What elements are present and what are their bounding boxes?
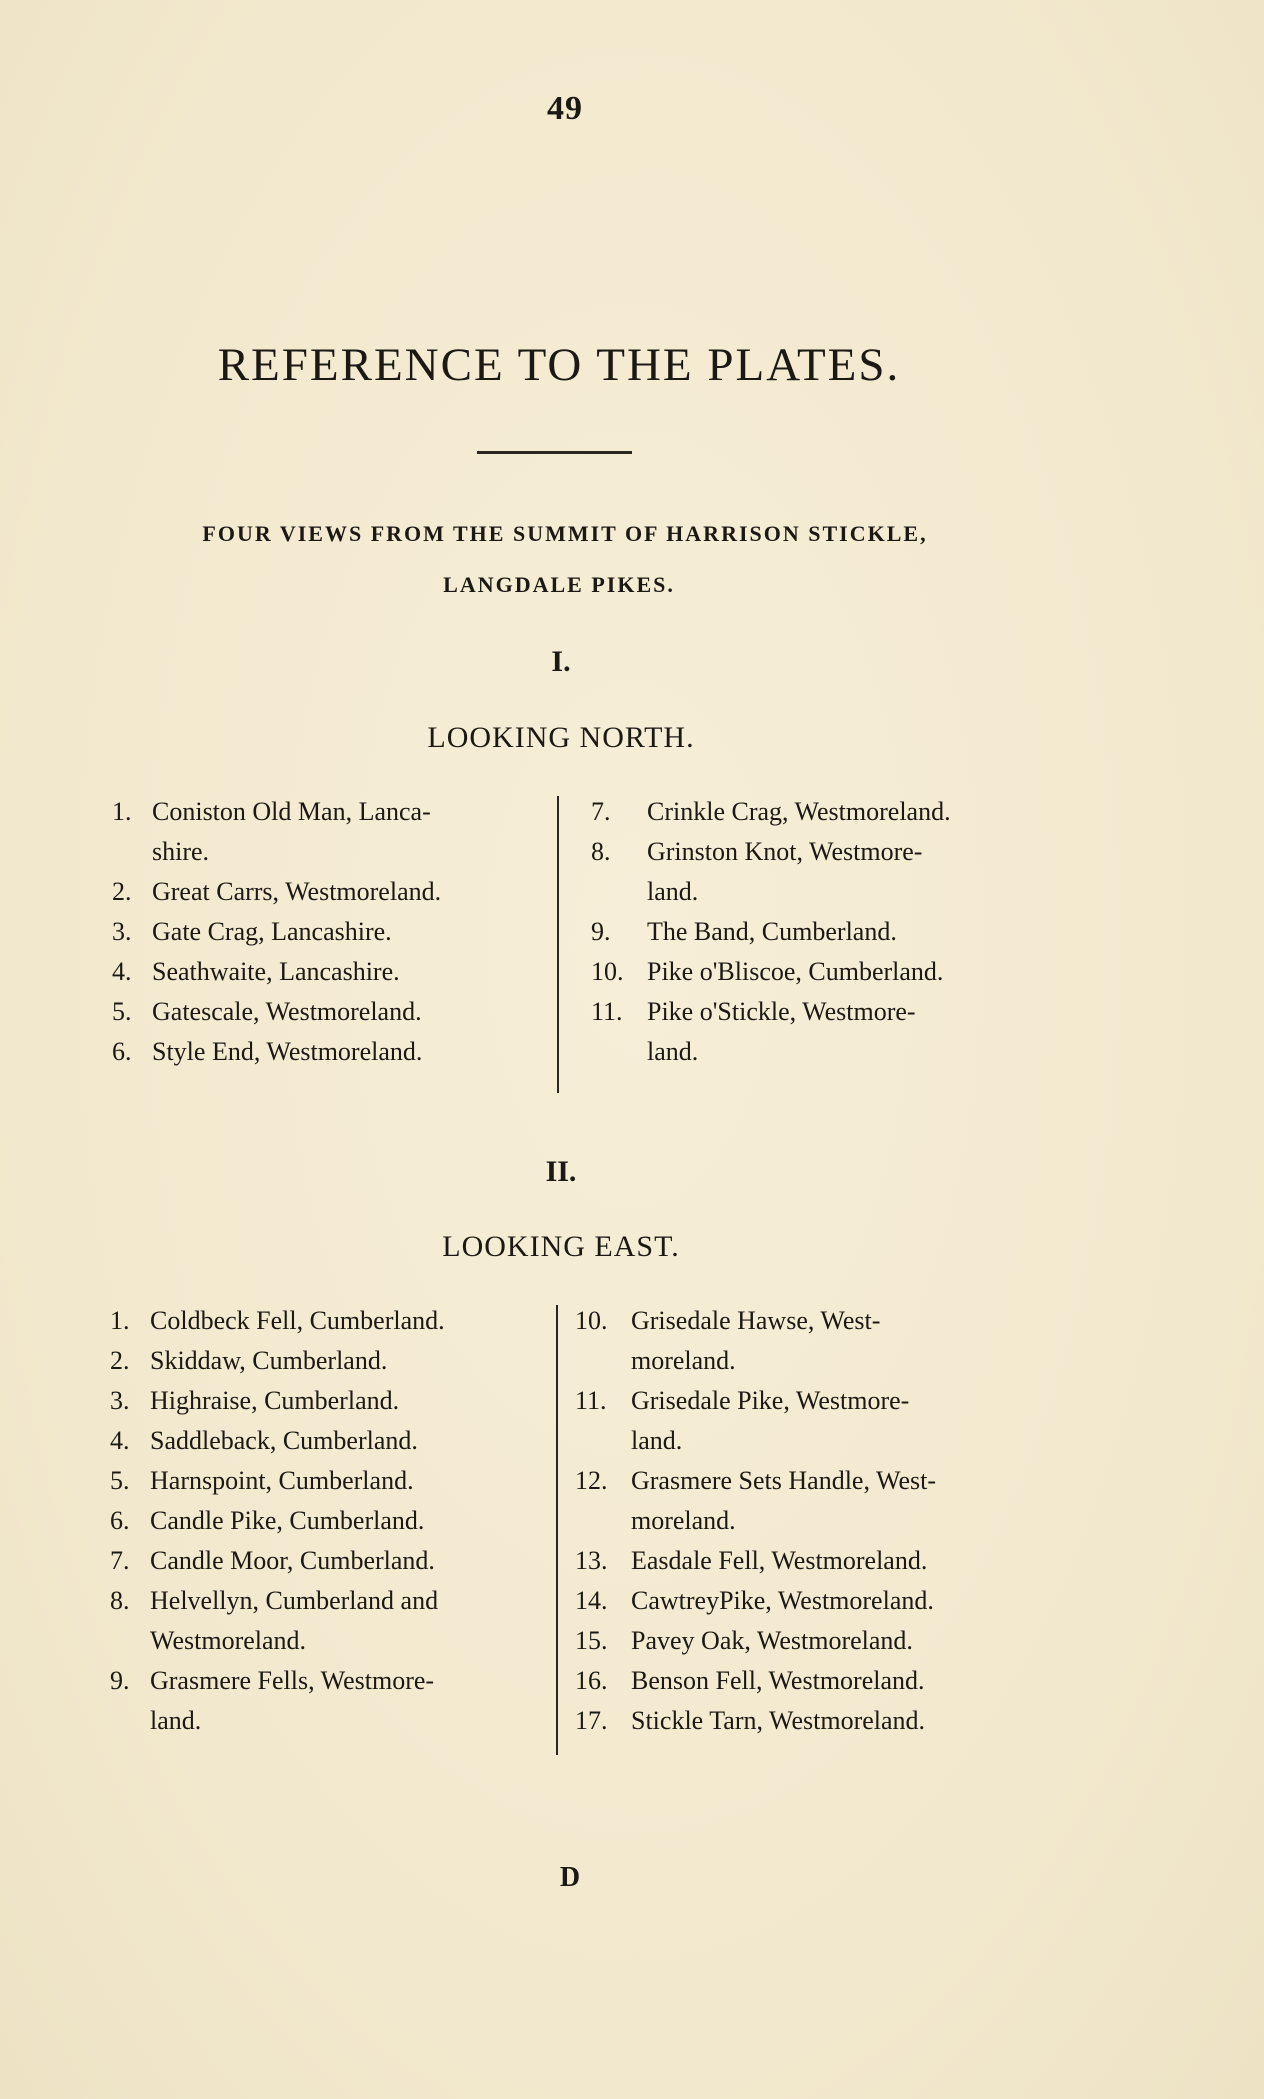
title-rule [477,451,632,454]
list-item [575,1541,1035,1581]
item-number: 1. [112,797,132,826]
section-1-heading: LOOKING NORTH. [427,721,695,754]
item-number: 8. [110,1586,130,1615]
item-text: Coldbeck Fell, Cumberland. [150,1306,445,1335]
item-continuation: moreland. [631,1506,736,1535]
item-text: Grisedale Pike, Westmore- [631,1386,910,1415]
item-number: 17. [575,1706,608,1735]
item-number: 1. [110,1306,130,1335]
item-number: 2. [112,877,132,906]
item-continuation: shire. [152,837,210,866]
item-number: 11. [591,997,623,1026]
list-item [110,1341,550,1381]
list-item [112,912,542,952]
item-number: 10. [591,957,624,986]
item-number: 14. [575,1586,608,1615]
item-continuation: land. [631,1426,683,1455]
list-item [112,872,542,912]
item-number: 6. [110,1506,130,1535]
list-item [575,1461,1035,1501]
list-item [112,952,542,992]
item-number: 5. [112,997,132,1026]
list-item [110,1501,550,1541]
item-continuation: land. [647,877,699,906]
section-2-column-divider [556,1305,558,1755]
item-continuation: Westmoreland. [150,1626,307,1655]
list-item [110,1541,550,1581]
list-item [575,1581,1035,1621]
item-number: 8. [591,837,611,866]
item-text: Skiddaw, Cumberland. [150,1346,388,1375]
item-text: Grasmere Fells, Westmore- [150,1666,435,1695]
item-number: 3. [110,1386,130,1415]
item-number: 16. [575,1666,608,1695]
list-item [575,1381,1035,1421]
list-item [110,1581,550,1621]
item-text: Seathwaite, Lancashire. [152,957,400,986]
item-text: Grisedale Hawse, West- [631,1306,881,1335]
item-continuation: moreland. [631,1346,736,1375]
page-number: 49 [547,90,583,127]
item-text: Candle Pike, Cumberland. [150,1506,425,1535]
list-item [575,1621,1035,1661]
section-2-right-column [575,1301,1035,1741]
list-item [110,1461,550,1501]
item-number: 3. [112,917,132,946]
item-number: 13. [575,1546,608,1575]
item-text: Pike o'Stickle, Westmore- [647,997,916,1026]
item-number: 7. [591,797,611,826]
item-number: 9. [591,917,611,946]
item-text: Style End, Westmoreland. [152,1037,423,1066]
section-2-heading: LOOKING EAST. [442,1230,680,1263]
list-item [112,792,542,832]
list-item [591,912,1031,952]
item-text: Coniston Old Man, Lanca- [152,797,431,826]
section-1-left-column [112,792,542,1072]
list-item [110,1421,550,1461]
list-item [575,1301,1035,1341]
item-text: Stickle Tarn, Westmoreland. [631,1706,926,1735]
item-text: Easdale Fell, Westmoreland. [631,1546,928,1575]
item-number: 2. [110,1346,130,1375]
item-text: Gate Crag, Lancashire. [152,917,392,946]
item-text: Benson Fell, Westmoreland. [631,1666,925,1695]
item-continuation: land. [647,1037,699,1066]
item-number: 11. [575,1386,607,1415]
item-text: CawtreyPike, Westmoreland. [631,1586,934,1615]
list-item [112,992,542,1032]
item-number: 5. [110,1466,130,1495]
list-item [575,1661,1035,1701]
section-1-right-column [591,792,1031,1072]
section-2-left-column [110,1301,550,1741]
list-item [112,1032,542,1072]
item-text: Great Carrs, Westmoreland. [152,877,442,906]
item-text: Helvellyn, Cumberland and [150,1586,439,1615]
item-text: Saddleback, Cumberland. [150,1426,418,1455]
item-text: Highraise, Cumberland. [150,1386,400,1415]
item-number: 10. [575,1306,608,1335]
page-title: REFERENCE TO THE PLATES. [217,339,901,391]
item-text: Pavey Oak, Westmoreland. [631,1626,913,1655]
item-number: 6. [112,1037,132,1066]
item-number: 12. [575,1466,608,1495]
subtitle-line-2: LANGDALE PIKES. [443,572,675,597]
item-continuation: land. [150,1706,202,1735]
list-item [591,952,1031,992]
list-item [110,1301,550,1341]
list-item [110,1381,550,1421]
list-item [110,1661,550,1701]
item-number: 15. [575,1626,608,1655]
item-number: 4. [112,957,132,986]
section-2-numeral: II. [545,1155,577,1188]
list-item [591,832,1031,872]
item-text: Candle Moor, Cumberland. [150,1546,435,1575]
item-text: The Band, Cumberland. [647,917,897,946]
item-text: Grasmere Sets Handle, West- [631,1466,937,1495]
item-text: Crinkle Crag, Westmoreland. [647,797,951,826]
subtitle-line-1: FOUR VIEWS FROM THE SUMMIT OF HARRISON STICKLE, [202,521,928,546]
item-number: 4. [110,1426,130,1455]
section-1-column-divider [557,796,559,1093]
item-text: Grinston Knot, Westmore- [647,837,923,866]
list-item [591,992,1031,1032]
list-item [591,792,1031,832]
item-text: Harnspoint, Cumberland. [150,1466,414,1495]
item-number: 9. [110,1666,130,1695]
signature-mark: D [559,1862,581,1893]
section-1-numeral: I. [551,645,571,678]
list-item [575,1701,1035,1741]
item-number: 7. [110,1546,130,1575]
item-text: Gatescale, Westmoreland. [152,997,422,1026]
item-text: Pike o'Bliscoe, Cumberland. [647,957,944,986]
